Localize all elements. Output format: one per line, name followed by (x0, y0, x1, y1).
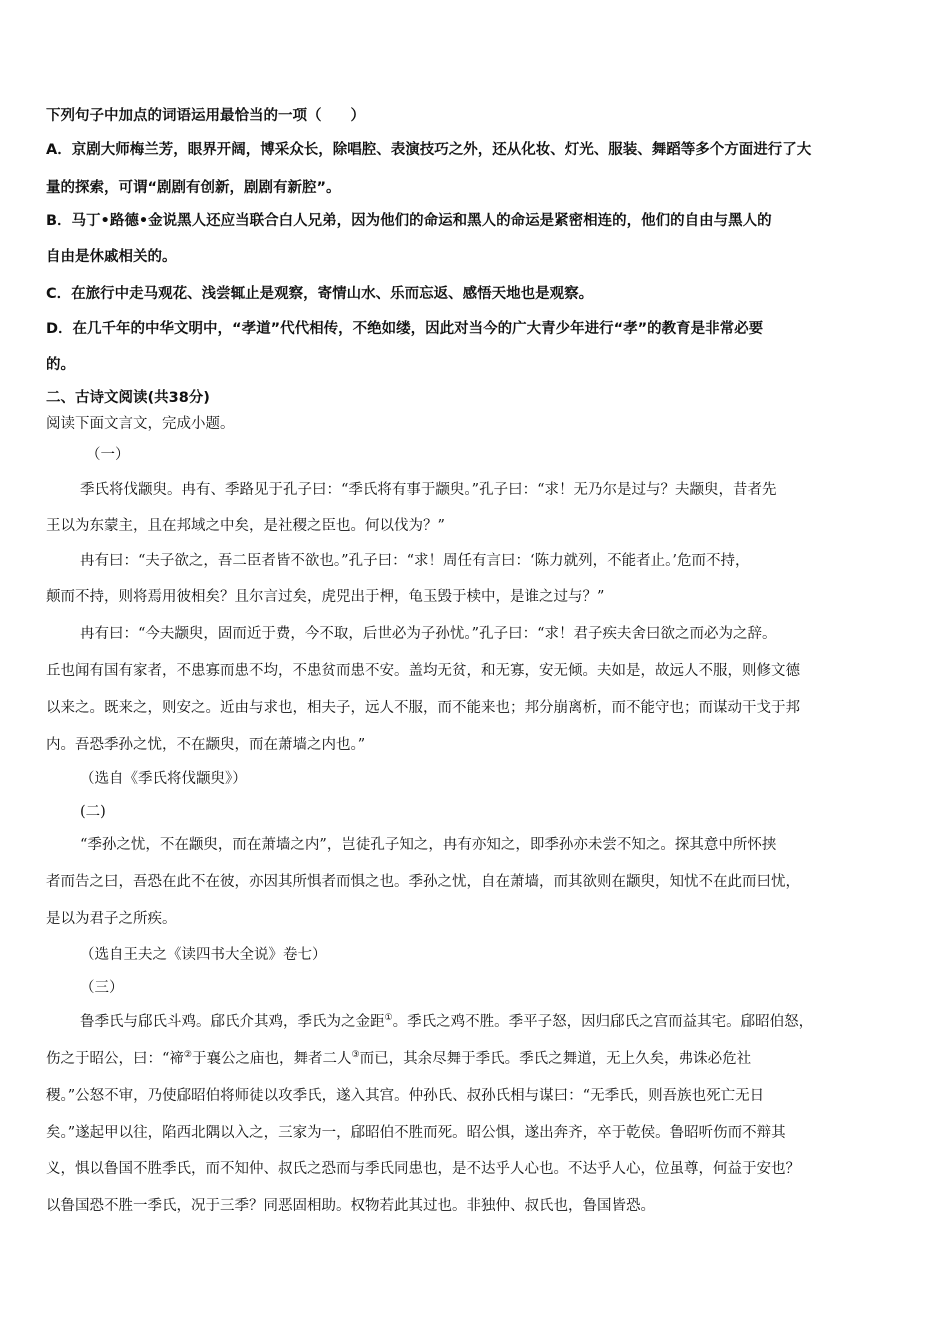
passage3-text: 。季氏之鸡不胜。季平子怒，因归郈氏之宫而益其宅。郈昭伯怒， (392, 1014, 814, 1030)
passage3-label: （三） (80, 980, 124, 996)
passage1-p3-line3: 以来之。既来之，则安之。近由与求也，相夫子，远人不服，而不能来也；邦分崩离析，而不能守也；而谋动干戈于邦 (46, 700, 800, 716)
passage1-label: （一） (86, 447, 130, 463)
passage3-text: 伤之于昭公，曰：“禘 (46, 1051, 184, 1067)
passage1-source: （选自《季氏将伐颛臾》） (80, 771, 247, 787)
passage2-p1-line3: 是以为君子之所疾。 (46, 911, 177, 927)
section-instruction: 阅读下面文言文，完成小题。 (46, 416, 235, 432)
option-d-line1: D．在几千年的中华文明中，“孝道”代代相传，不绝如缕，因此对当今的广大青少年进行“孝”的教育是非常必要 (46, 321, 764, 337)
passage2-p1-line1: “季孙之忧，不在颛臾，而在萧墙之内”，岂徒孔子知之，冉有亦知之，即季孙亦未尝不知之。探其意中所怀挟 (80, 837, 777, 853)
passage3-p1-line2 (46, 1047, 751, 1068)
passage1-p3-line1: 冉有曰：“今夫颛臾，固而近于费，今不取，后世必为子孙忧。”孔子曰：“求！君子疾夫舍曰欲之而必为之辞。 (80, 626, 777, 642)
passage2-p1-line2: 者而告之曰，吾恐在此不在彼，亦因其所惧者而惧之也。季孙之忧，自在萧墙，而其欲则在颛臾，知忧不在此而曰忧， (46, 874, 800, 890)
passage3-text: 于襄公之庙也，舞者二人 (192, 1051, 352, 1067)
passage3-text: 而已，其余尽舞于季氏。季氏之舞道，无上久矣，弗诛必危社 (359, 1051, 752, 1067)
footnote-marker: ② (183, 1050, 192, 1061)
passage3-p1-line5: 义，惧以鲁国不胜季氏，而不知仲、叔氏之恐而与季氏同患也，是不达乎人心也。不达乎人心，位虽尊，何益于安也？ (46, 1161, 800, 1177)
question-stem: 下列句子中加点的词语运用最恰当的一项（ ） (46, 108, 365, 124)
option-b-line1: B．马丁•路德•金说黑人还应当联合白人兄弟，因为他们的命运和黑人的命运是紧密相连的，他们的自由与黑人的 (46, 213, 772, 229)
passage1-p2-line1: 冉有曰：“夫子欲之，吾二臣者皆不欲也。”孔子曰：“求！周任有言曰：‘陈力就列，不能者止。’危而不持， (80, 553, 750, 569)
passage1-p3-line4: 内。吾恐季孙之忧，不在颛臾，而在萧墙之内也。” (46, 737, 366, 753)
option-d-line2: 的。 (46, 357, 75, 373)
passage2-source: （选自王夫之《读四书大全说》卷七） (80, 947, 327, 963)
passage3-text: 鲁季氏与郈氏斗鸡。郈氏介其鸡，季氏为之金距 (80, 1014, 385, 1030)
option-b-line2: 自由是休戚相关的。 (46, 249, 177, 265)
passage2-label: (二) (80, 804, 106, 820)
section-title: 二、古诗文阅读(共38分) (46, 390, 210, 406)
footnote-marker: ③ (351, 1050, 360, 1061)
passage3-p1-line4: 矣。”遂起甲以往，陷西北隅以入之，三家为一，郈昭伯不胜而死。昭公惧，遂出奔齐，卒于乾侯。鲁昭听伤而不辩其 (46, 1125, 786, 1141)
passage1-p1-line1: 季氏将伐颛臾。冉有、季路见于孔子曰：“季氏将有事于颛臾。”孔子曰：“求！无乃尔是过与？夫颛臾，昔者先 (80, 482, 777, 498)
passage3-p1-line6: 以鲁国恐不胜一季氏，况于三季？同恶固相助。权物若此其过也。非独仲、叔氏也，鲁国皆恐。 (46, 1198, 655, 1214)
option-a-line1: A．京剧大师梅兰芳，眼界开阔，博采众长，除唱腔、表演技巧之外，还从化妆、灯光、服装、舞蹈等多个方面进行了大 (46, 142, 812, 158)
passage1-p2-line2: 颠而不持，则将焉用彼相矣？且尔言过矣，虎兕出于柙，龟玉毁于椟中，是谁之过与？” (46, 589, 605, 605)
option-c-line1: C．在旅行中走马观花、浅尝辄止是观察，寄情山水、乐而忘返、感悟天地也是观察。 (46, 286, 594, 302)
option-a-line2: 量的探索，可谓“剧剧有创新，剧剧有新腔”。 (46, 180, 341, 196)
passage1-p1-line2: 王以为东蒙主，且在邦域之中矣，是社稷之臣也。何以伐为？” (46, 518, 445, 534)
footnote-marker: ① (384, 1013, 393, 1024)
passage3-p1-line1 (80, 1010, 813, 1031)
passage3-p1-line3: 稷。”公怒不审，乃使郈昭伯将师徒以攻季氏，遂入其宫。仲孙氏、叔孙氏相与谋曰：“无季氏，则吾族也死亡无日 (46, 1088, 765, 1104)
passage1-p3-line2: 丘也闻有国有家者，不患寡而患不均，不患贫而患不安。盖均无贫，和无寡，安无倾。夫如是，故远人不服，则修文德 (46, 663, 800, 679)
